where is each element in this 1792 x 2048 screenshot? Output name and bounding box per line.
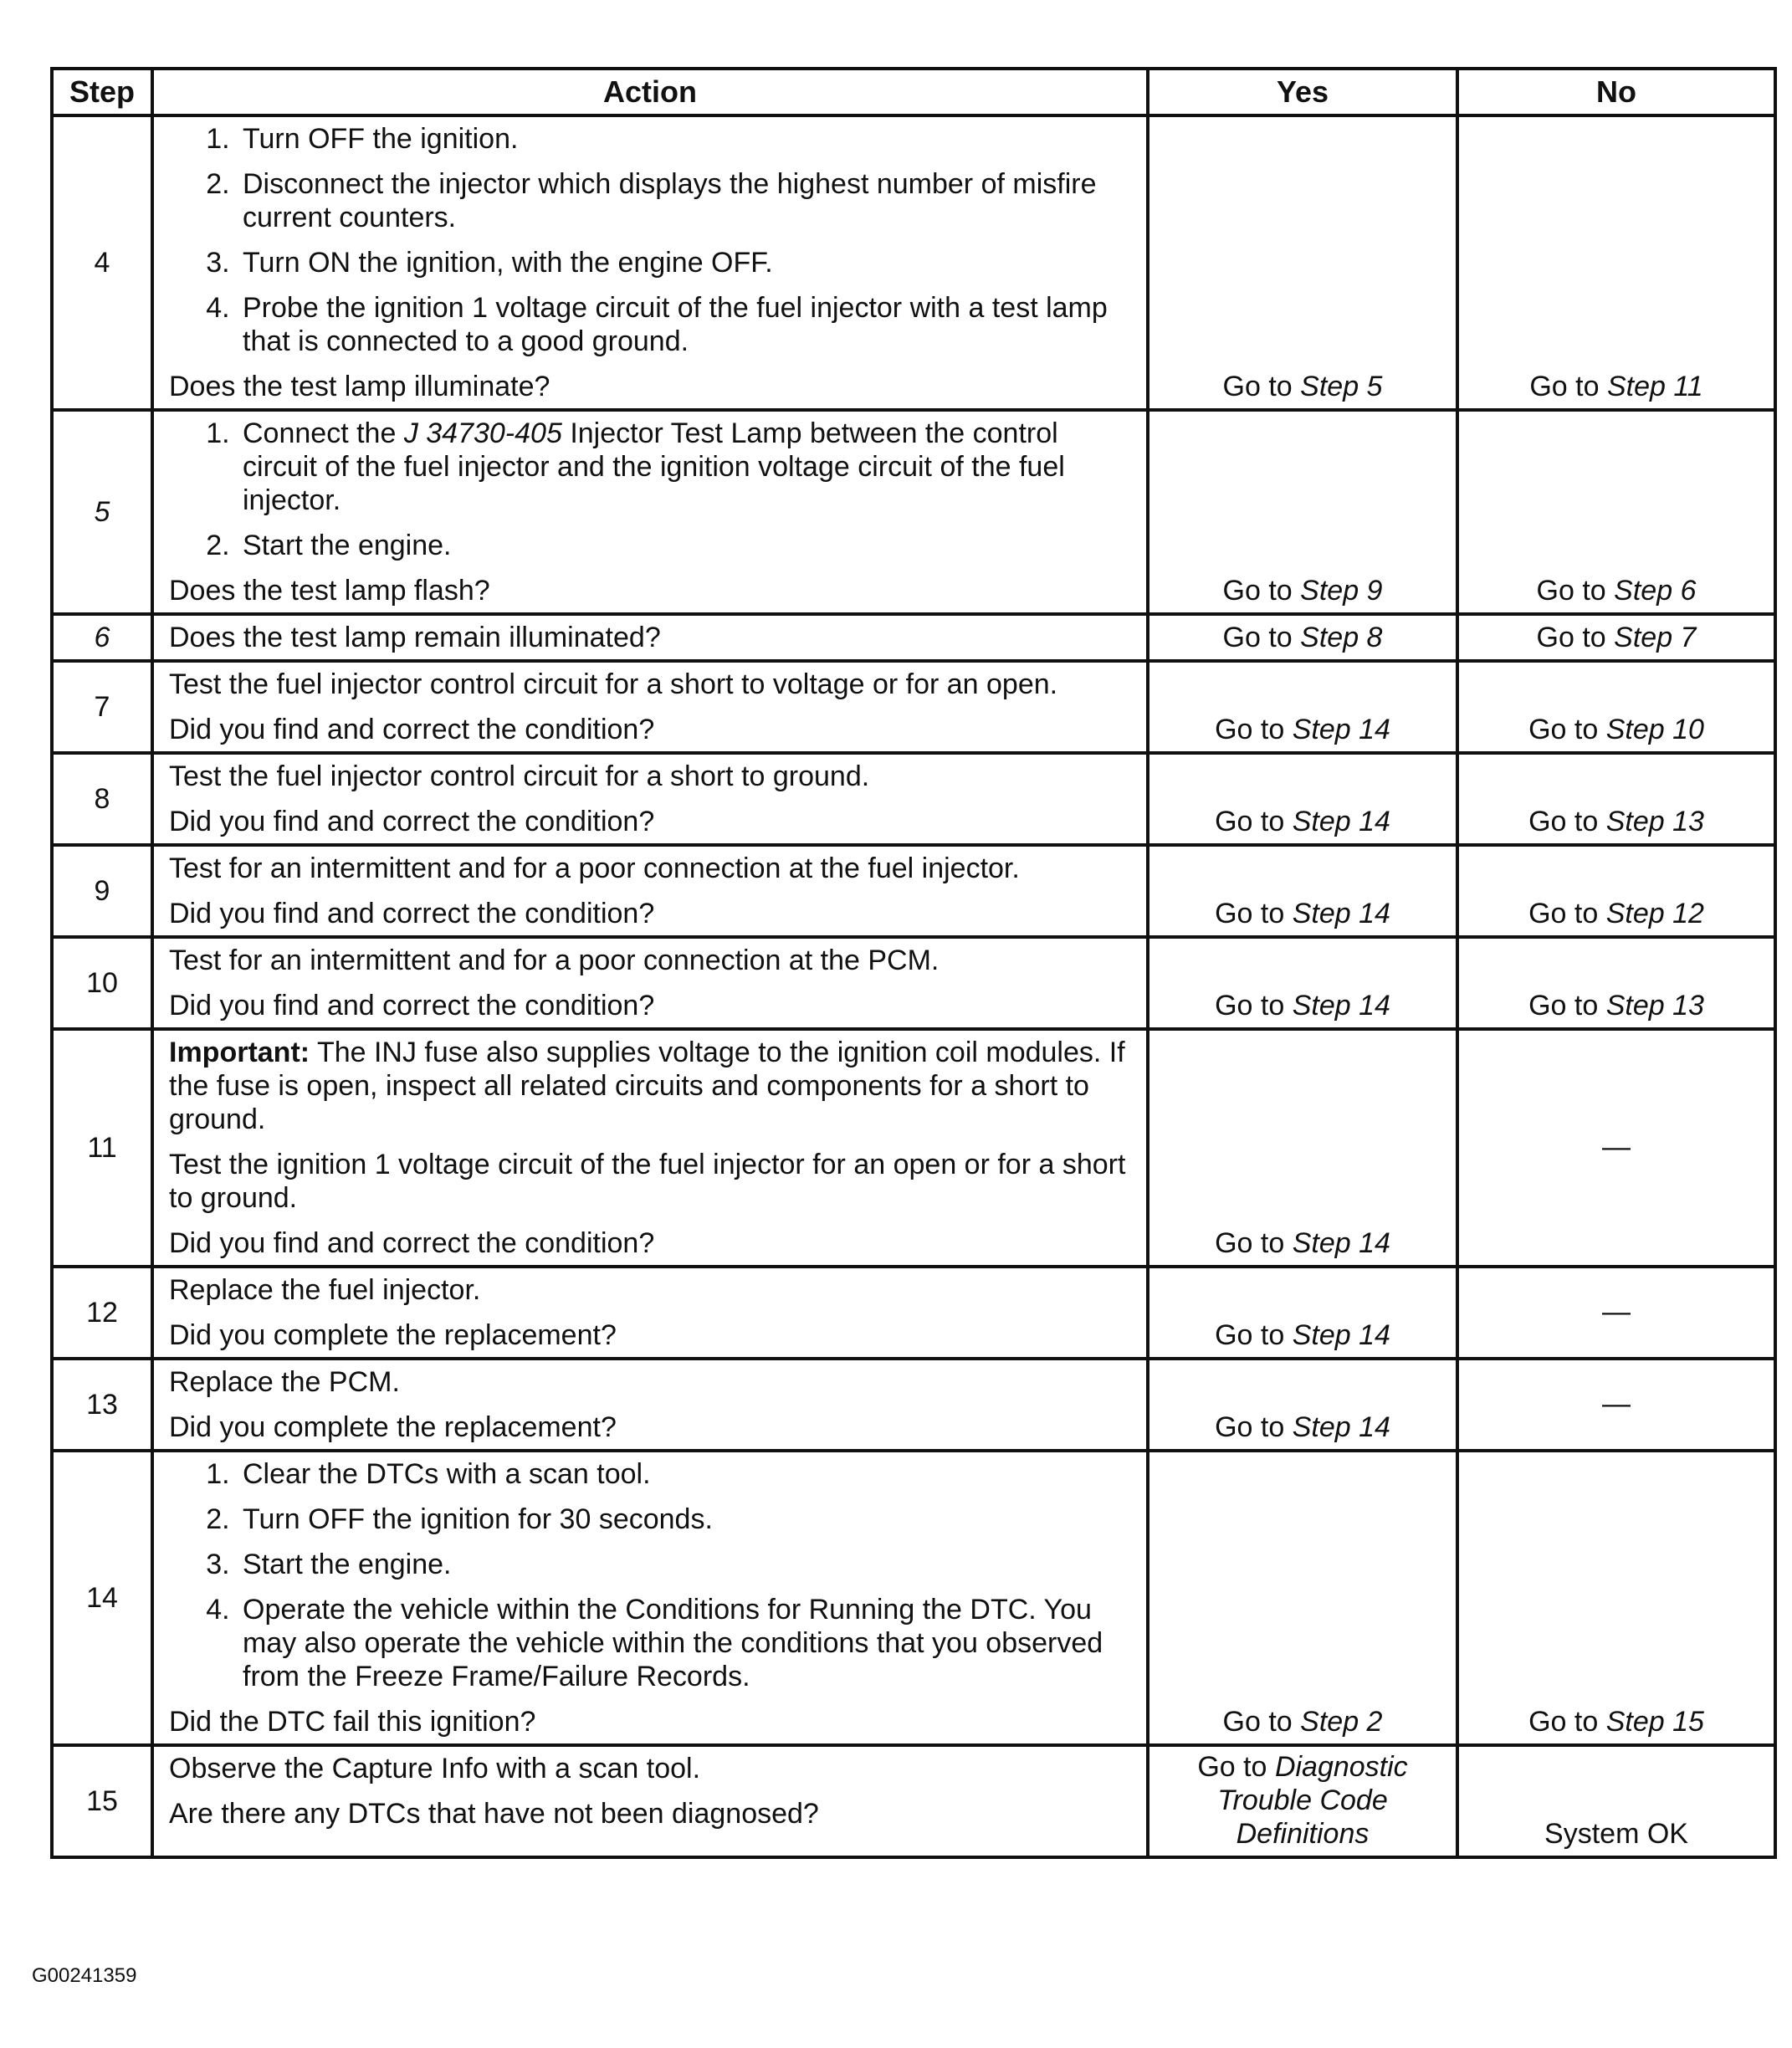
- step-number: 15: [52, 1745, 152, 1857]
- no-result: [1457, 1267, 1775, 1359]
- step-link[interactable]: Step 14: [1292, 714, 1390, 745]
- no-result: [1457, 937, 1775, 1029]
- action-cell: [152, 1267, 1148, 1359]
- no-result: [1457, 661, 1775, 753]
- question: Did you find and correct the condition?: [169, 1227, 655, 1259]
- important-text: The INJ fuse also supplies voltage to the ignition coil modules. If the fuse is open, inspect all related circuits and components for a short to ground.: [169, 1037, 1125, 1135]
- yes-result: [1148, 661, 1457, 753]
- table-row: [52, 1745, 1775, 1857]
- step-link[interactable]: Step 15: [1605, 1706, 1704, 1738]
- diagnostic-table: [50, 67, 1777, 1859]
- action-cell: [152, 614, 1148, 661]
- list-item: 2. Disconnect the injector which displays the highest number of misfire current counters.: [238, 167, 1129, 234]
- header-action: Action: [152, 69, 1148, 115]
- step-number: 12: [52, 1267, 152, 1359]
- no-result: [1457, 1745, 1775, 1857]
- question: Does the test lamp illuminate?: [169, 371, 550, 402]
- step-link[interactable]: Step 11: [1606, 371, 1703, 402]
- table-row: [52, 614, 1775, 661]
- step-link[interactable]: Step 13: [1605, 990, 1704, 1021]
- step-number: 13: [52, 1359, 152, 1451]
- yes-result: [1148, 410, 1457, 614]
- yes-result: [1148, 1451, 1457, 1745]
- header-step: Step: [52, 69, 152, 115]
- action-cell: [152, 753, 1148, 845]
- header-no: No: [1457, 69, 1775, 115]
- step-link[interactable]: Step 9: [1300, 575, 1383, 607]
- step-link[interactable]: Step 6: [1614, 575, 1697, 607]
- action-cell: [152, 661, 1148, 753]
- goto-text: Go to: [1528, 806, 1599, 837]
- no-result: [1457, 115, 1775, 410]
- step-link[interactable]: Step 5: [1300, 371, 1383, 402]
- step-link[interactable]: Step 13: [1605, 806, 1704, 837]
- goto-text: Go to: [1215, 1227, 1285, 1259]
- step-link[interactable]: Step 8: [1300, 622, 1383, 653]
- step-link[interactable]: Step 12: [1605, 898, 1704, 929]
- action-cell: [152, 937, 1148, 1029]
- diagnostic-link[interactable]: Diagnostic: [1274, 1751, 1408, 1783]
- important-label: Important:: [169, 1037, 310, 1068]
- action-cell: [152, 845, 1148, 937]
- step-number: 7: [52, 661, 152, 753]
- yes-result: [1148, 614, 1457, 661]
- no-result: [1457, 410, 1775, 614]
- table-row: [52, 115, 1775, 410]
- header-row: [52, 69, 1775, 115]
- list-item: 4. Operate the vehicle within the Conditions for Running the DTC. You may also operate the vehicle within the conditions that you observed from the Freeze Frame/Failure Records.: [238, 1593, 1129, 1693]
- diagnostic-link[interactable]: Trouble Code: [1217, 1784, 1388, 1816]
- header-yes: Yes: [1148, 69, 1457, 115]
- no-result: [1457, 1029, 1775, 1267]
- step-number: 11: [52, 1029, 152, 1267]
- action-cell: [152, 1029, 1148, 1267]
- goto-text: Go to: [1222, 622, 1293, 653]
- question: Did you find and correct the condition?: [169, 714, 655, 745]
- table-row: [52, 1451, 1775, 1745]
- no-result: [1457, 753, 1775, 845]
- step-link[interactable]: Step 14: [1292, 806, 1390, 837]
- step-link[interactable]: Step 14: [1292, 898, 1390, 929]
- list-item: 3. Start the engine.: [238, 1548, 1129, 1581]
- goto-text: Go to: [1536, 622, 1606, 653]
- no-result: [1457, 1451, 1775, 1745]
- step-link[interactable]: Step 2: [1300, 1706, 1383, 1738]
- dash-mark: —: [1602, 1296, 1631, 1328]
- yes-result: [1148, 1745, 1457, 1857]
- goto-text: Go to: [1536, 575, 1606, 607]
- question: Does the test lamp remain illuminated?: [169, 622, 661, 653]
- action-cell: [152, 1745, 1148, 1857]
- question: Did the DTC fail this ignition?: [169, 1706, 536, 1738]
- system-ok-text: System OK: [1544, 1818, 1688, 1850]
- list-item: 1. Turn OFF the ignition.: [238, 122, 1129, 156]
- goto-text: Go to: [1215, 1319, 1285, 1351]
- goto-text: Go to: [1529, 371, 1600, 402]
- step-link[interactable]: Step 14: [1292, 1319, 1390, 1351]
- step-number: 8: [52, 753, 152, 845]
- step-link[interactable]: Step 7: [1614, 622, 1697, 653]
- step-number: 10: [52, 937, 152, 1029]
- action-text: Test for an intermittent and for a poor connection at the PCM.: [169, 945, 940, 976]
- goto-text: Go to: [1528, 714, 1599, 745]
- action-cell: [152, 1359, 1148, 1451]
- question: Did you find and correct the condition?: [169, 898, 655, 929]
- question: Are there any DTCs that have not been diagnosed?: [169, 1798, 819, 1830]
- question: Does the test lamp flash?: [169, 575, 490, 607]
- step-number: 6: [52, 614, 152, 661]
- important-note: [169, 1036, 1129, 1136]
- yes-result: [1148, 115, 1457, 410]
- action-list: [169, 122, 1129, 358]
- goto-text: Go to: [1215, 714, 1285, 745]
- action-cell: [152, 115, 1148, 410]
- step-link[interactable]: Step 14: [1292, 1227, 1390, 1259]
- yes-result: [1148, 845, 1457, 937]
- goto-text: Go to: [1222, 371, 1293, 402]
- table-row: [52, 753, 1775, 845]
- question: Did you complete the replacement?: [169, 1319, 617, 1351]
- goto-text: Go to: [1528, 990, 1599, 1021]
- list-item: 1. Connect the J 34730-405 Injector Test Lamp between the control circuit of the fuel injector and the ignition voltage circuit of the fuel injector.: [238, 417, 1129, 517]
- question: Did you find and correct the condition?: [169, 806, 655, 837]
- action-text: Observe the Capture Info with a scan tool.: [169, 1753, 701, 1784]
- goto-text: Go to: [1528, 1706, 1599, 1738]
- no-result: [1457, 1359, 1775, 1451]
- yes-result: [1148, 937, 1457, 1029]
- table-row: [52, 661, 1775, 753]
- step-link[interactable]: Step 10: [1605, 714, 1704, 745]
- step-link[interactable]: Step 14: [1292, 1411, 1390, 1443]
- figure-id: G00241359: [32, 1964, 137, 1987]
- action-text: Test the fuel injector control circuit for a short to voltage or for an open.: [169, 668, 1058, 700]
- table-row: [52, 410, 1775, 614]
- goto-text: Go to: [1215, 1411, 1285, 1443]
- step-number: 5: [52, 410, 152, 614]
- goto-text: Go to: [1215, 898, 1285, 929]
- dash-mark: —: [1602, 1388, 1631, 1420]
- action-text: Replace the fuel injector.: [169, 1274, 481, 1306]
- action-cell: [152, 410, 1148, 614]
- question: Did you find and correct the condition?: [169, 990, 655, 1021]
- action-cell: [152, 1451, 1148, 1745]
- table-row: [52, 845, 1775, 937]
- step-number: 9: [52, 845, 152, 937]
- table-row: [52, 1359, 1775, 1451]
- step-link[interactable]: Step 14: [1292, 990, 1390, 1021]
- yes-result: [1148, 1359, 1457, 1451]
- list-item: 2. Turn OFF the ignition for 30 seconds.: [238, 1503, 1129, 1536]
- goto-text: Go to: [1222, 1706, 1293, 1738]
- no-result: [1457, 845, 1775, 937]
- diagnostic-link[interactable]: Definitions: [1236, 1818, 1370, 1850]
- yes-result: [1148, 1267, 1457, 1359]
- action-text: Test the fuel injector control circuit for a short to ground.: [169, 760, 870, 792]
- no-result: [1457, 614, 1775, 661]
- action-list: [169, 417, 1129, 562]
- action-text: Replace the PCM.: [169, 1366, 400, 1398]
- action-text: Test the ignition 1 voltage circuit of the fuel injector for an open or for a short to ground.: [169, 1149, 1126, 1214]
- list-item: 1. Clear the DTCs with a scan tool.: [238, 1457, 1129, 1491]
- yes-result: [1148, 753, 1457, 845]
- goto-text: Go to: [1215, 806, 1285, 837]
- table-row: [52, 1029, 1775, 1267]
- action-text: Test for an intermittent and for a poor connection at the fuel injector.: [169, 852, 1020, 884]
- table-row: [52, 1267, 1775, 1359]
- goto-text: Go to: [1222, 575, 1293, 607]
- step-number: 4: [52, 115, 152, 410]
- yes-result: [1148, 1029, 1457, 1267]
- tool-number: J 34730-405: [403, 417, 562, 449]
- goto-text: Go to: [1528, 898, 1599, 929]
- table-row: [52, 937, 1775, 1029]
- goto-text: Go to: [1215, 990, 1285, 1021]
- list-item: 2. Start the engine.: [238, 529, 1129, 562]
- question: Did you complete the replacement?: [169, 1411, 617, 1443]
- goto-text: Go to: [1197, 1751, 1267, 1783]
- list-item: 3. Turn ON the ignition, with the engine OFF.: [238, 246, 1129, 279]
- dash-mark: —: [1602, 1131, 1631, 1163]
- list-item: 4. Probe the ignition 1 voltage circuit of the fuel injector with a test lamp that is connected to a good ground.: [238, 291, 1129, 358]
- action-list: [169, 1457, 1129, 1693]
- step-number: 14: [52, 1451, 152, 1745]
